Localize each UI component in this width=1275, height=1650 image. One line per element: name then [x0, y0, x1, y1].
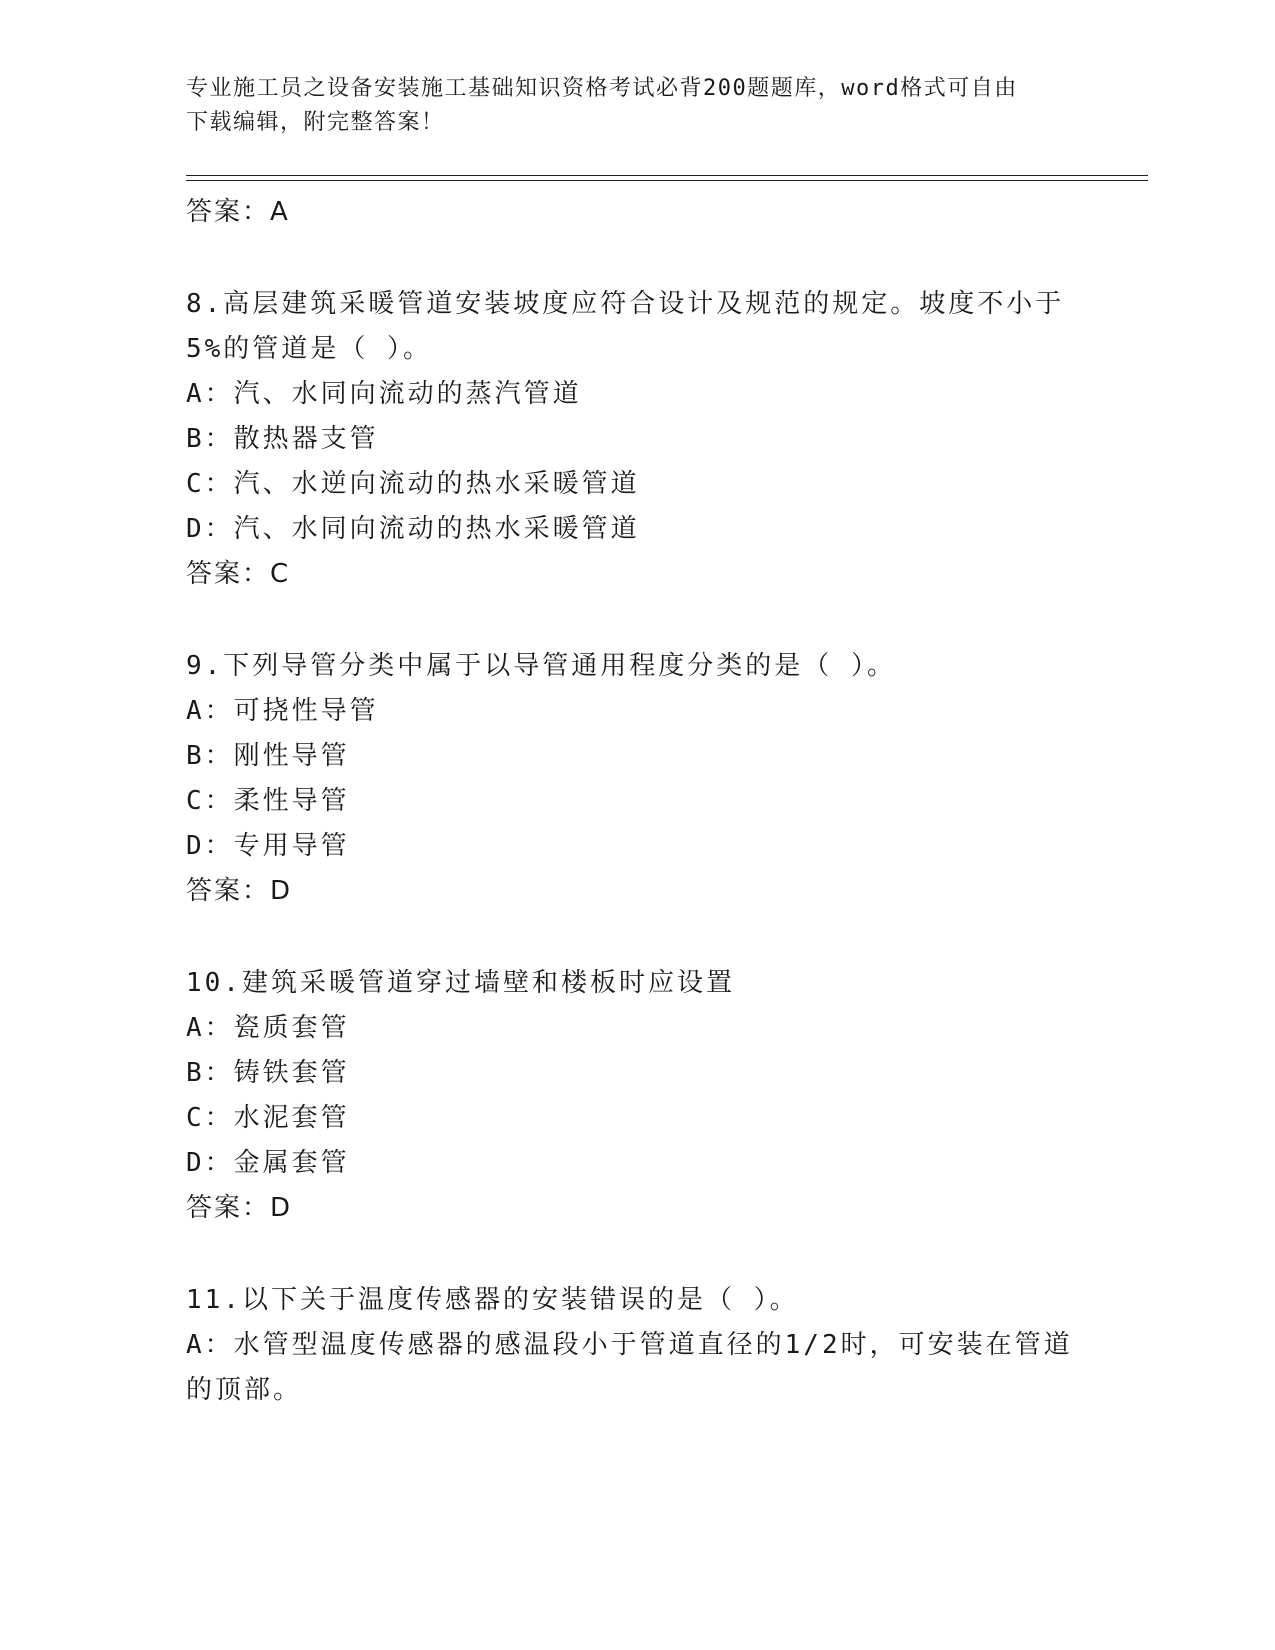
option-b: B：散热器支管	[186, 424, 379, 454]
option-a: A：汽、水同向流动的蒸汽管道	[186, 379, 582, 409]
question-8	[186, 282, 1086, 597]
option-b: B：铸铁套管	[186, 1058, 350, 1088]
option-c: C：水泥套管	[186, 1103, 350, 1133]
previous-answer: 答案：A	[186, 197, 290, 227]
answer: 答案：D	[186, 1193, 293, 1223]
question-stem: 5%的管道是（ ）。	[186, 334, 432, 364]
answer: 答案：C	[186, 559, 291, 589]
option-d: D：专用导管	[186, 831, 350, 861]
question-10	[186, 961, 1086, 1231]
document-header	[186, 72, 1066, 140]
header-divider-top	[186, 175, 1148, 176]
header-line-2: 下载编辑，附完整答案！	[186, 110, 445, 135]
question-9	[186, 644, 1086, 914]
header-line-1: 专业施工员之设备安装施工基础知识资格考试必背200题题库，word格式可自由	[186, 76, 1018, 101]
answer: 答案：D	[186, 876, 293, 906]
option-b: B：刚性导管	[186, 741, 350, 771]
option-d: D：金属套管	[186, 1148, 350, 1178]
option-c: C：汽、水逆向流动的热水采暖管道	[186, 469, 640, 499]
option-c: C：柔性导管	[186, 786, 350, 816]
option-a: A：可挠性导管	[186, 696, 379, 726]
option-a-continued: 的顶部。	[186, 1375, 303, 1405]
question-stem: 10.建筑采暖管道穿过墙壁和楼板时应设置	[186, 968, 735, 998]
option-a: A：水管型温度传感器的感温段小于管道直径的1/2时，可安装在管道	[186, 1330, 1073, 1360]
question-stem: 8.高层建筑采暖管道安装坡度应符合设计及规范的规定。坡度不小于	[186, 289, 1065, 319]
option-d: D：汽、水同向流动的热水采暖管道	[186, 514, 640, 544]
question-stem: 9.下列导管分类中属于以导管通用程度分类的是（ ）。	[186, 651, 896, 681]
question-list	[186, 190, 1086, 1413]
question-11	[186, 1278, 1086, 1413]
option-a: A：瓷质套管	[186, 1013, 350, 1043]
header-divider-bottom	[186, 180, 1148, 181]
question-stem: 11.以下关于温度传感器的安装错误的是（ ）。	[186, 1285, 799, 1315]
